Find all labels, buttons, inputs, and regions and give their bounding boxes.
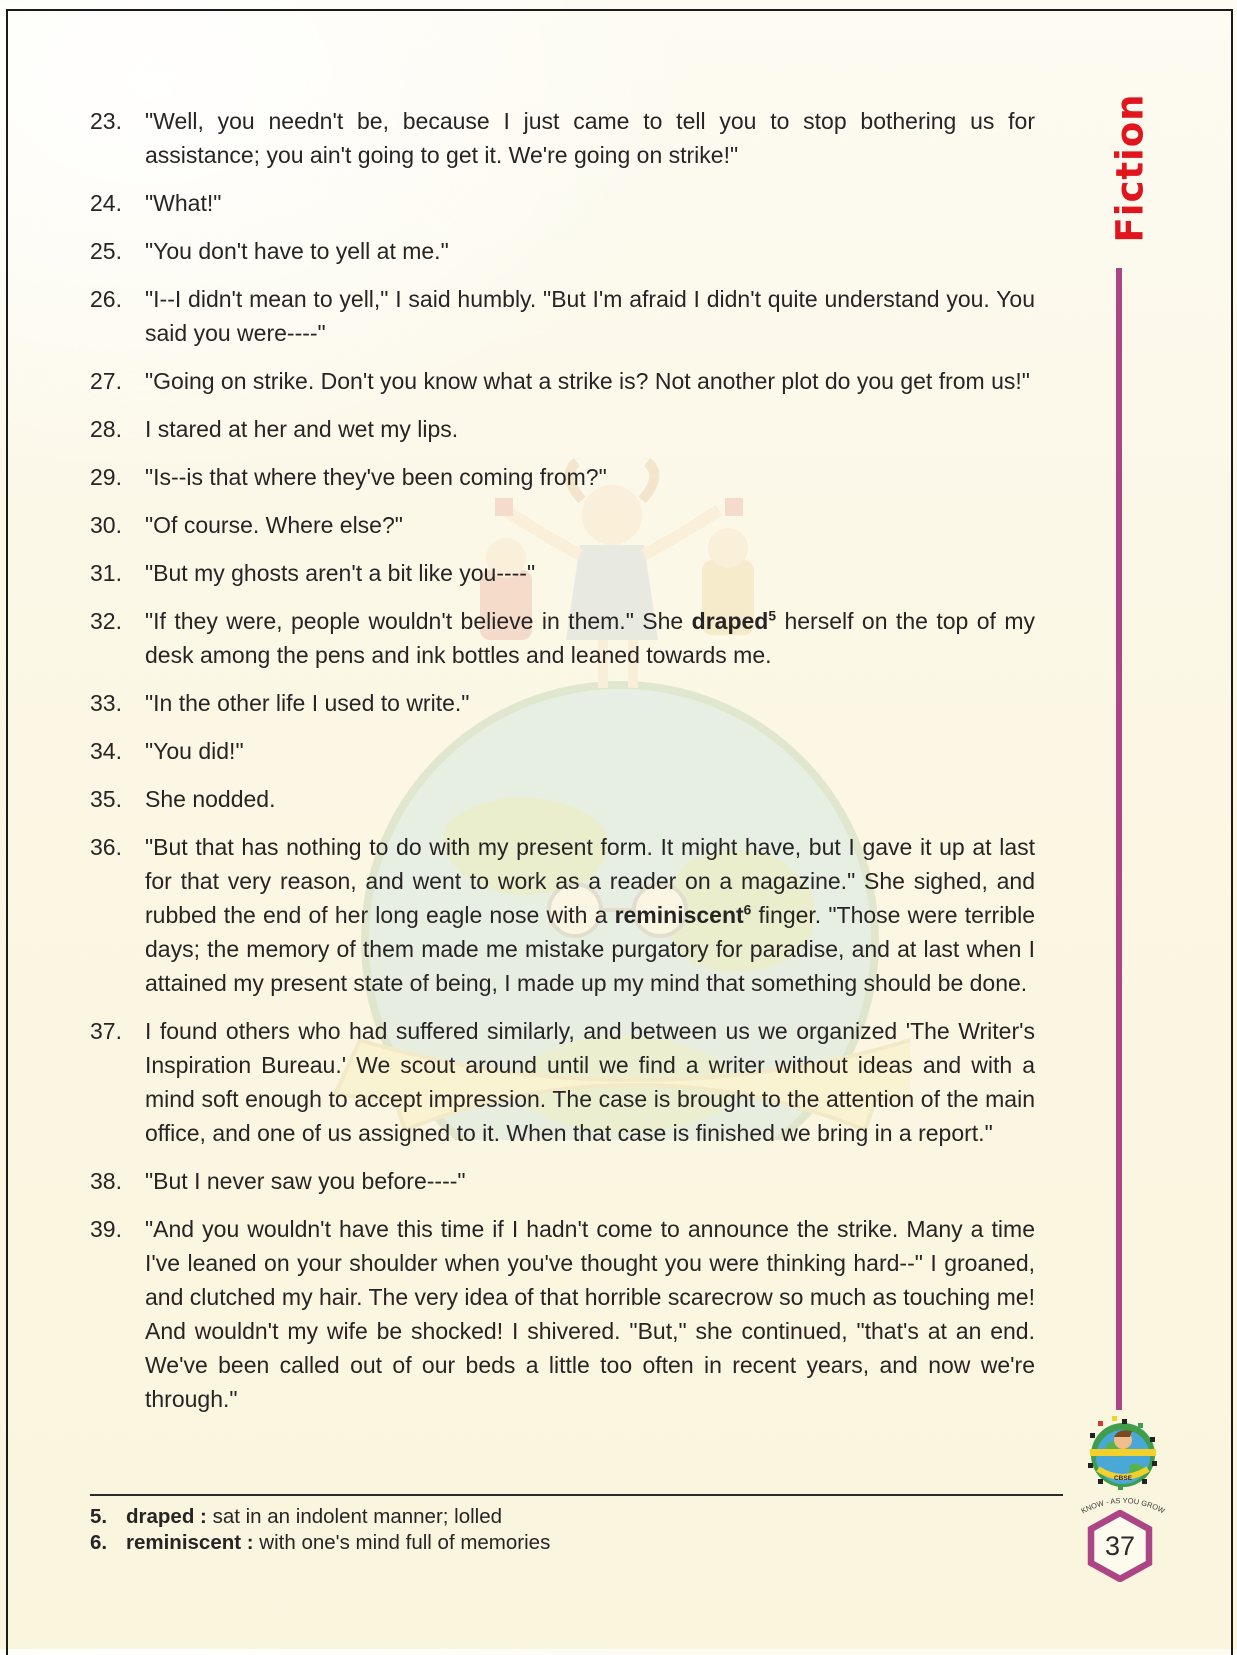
paragraph-item: [90, 104, 1035, 172]
paragraph-item: [90, 364, 1035, 398]
paragraph-number: 38.: [90, 1168, 122, 1194]
paragraph-item: [90, 186, 1035, 220]
paragraph-text: "I--I didn't mean to yell," I said humbly. "But I'm afraid I didn't quite understand you. You said you were----": [145, 286, 1035, 346]
paragraph-text: "You don't have to yell at me.": [145, 238, 449, 264]
paragraph-number: 30.: [90, 512, 122, 538]
paragraph-item: [90, 282, 1035, 350]
paragraph-number: 34.: [90, 738, 122, 764]
paragraph-number: 36.: [90, 834, 122, 860]
paragraph-number: 27.: [90, 368, 122, 394]
paragraph-text: "But I never saw you before----": [145, 1168, 466, 1194]
paragraph-item: [90, 686, 1035, 720]
paragraph-text: "Of course. Where else?": [145, 512, 403, 538]
paragraph-item: [90, 1212, 1035, 1416]
paragraph-number: 39.: [90, 1216, 122, 1242]
footnote-term: reminiscent :: [126, 1530, 260, 1554]
footnote-number: 6.: [90, 1530, 108, 1554]
logo-text: CBSE: [1113, 1475, 1133, 1482]
paragraph-item: [90, 412, 1035, 446]
paragraph-item: [90, 508, 1035, 542]
paragraph-number: 23.: [90, 108, 122, 134]
footnote-item: [90, 1504, 970, 1530]
vertical-divider-line: [1116, 268, 1122, 1410]
page-number: 37: [1104, 1530, 1136, 1561]
paragraph-number: 26.: [90, 286, 122, 312]
page-number-badge: [1087, 1510, 1153, 1582]
footnote-divider: [90, 1494, 1063, 1496]
footnote-item: [90, 1530, 970, 1556]
paragraph-number: 31.: [90, 560, 122, 586]
paragraph-text: "Well, you needn't be, because I just came to tell you to stop bothering us for assistance; you ain't going to get it. We're going on strike!": [145, 108, 1035, 168]
paragraph-number: 25.: [90, 238, 122, 264]
paragraph-item: [90, 604, 1035, 672]
paragraph-text: She nodded.: [145, 786, 276, 812]
paragraph-item: [90, 460, 1035, 494]
paragraph-text: I found others who had suffered similarly, and between us we organized 'The Writer's Inspiration Bureau.' We scout around until we find a writer without ideas and with a mind soft enough to accept impression. The case is brought to the attention of the main office, and one of us assigned to it. When that case is finished we bring in a report.": [145, 1018, 1035, 1146]
paragraph-number: 33.: [90, 690, 122, 716]
paragraph-item: [90, 830, 1035, 1000]
paragraph-number: 35.: [90, 786, 122, 812]
paragraph-text: I stared at her and wet my lips.: [145, 416, 459, 442]
paragraph-text: "Is--is that where they've been coming from?": [145, 464, 607, 490]
section-label: Fiction: [1108, 93, 1152, 243]
paragraph-item: [90, 1164, 1035, 1198]
paragraph-text: "You did!": [145, 738, 244, 764]
paragraph-text: "What!": [145, 190, 222, 216]
paragraph-item: [90, 782, 1035, 816]
paragraph-text: "But my ghosts aren't a bit like you----": [145, 560, 536, 586]
footnote-definition: with one's mind full of memories: [259, 1530, 551, 1554]
paragraph-item: [90, 734, 1035, 768]
paragraph-number: 24.: [90, 190, 122, 216]
footnote-term: draped :: [126, 1505, 213, 1528]
paragraph-item: [90, 1014, 1035, 1150]
paragraph-number: 37.: [90, 1018, 122, 1044]
paragraph-text: "And you wouldn't have this time if I hadn't come to announce the strike. Many a time I've leaned on your shoulder when you've thought you were thinking hard--" I groaned, and clutched my hair. The very idea of that horrible scarecrow so much as touching me! And wouldn't my wife be shocked! I shivered. "But," she continued, "that's at an end. We've been called out of our beds a little too often in recent years, and now we're through.": [145, 1216, 1035, 1412]
paragraph-item: [90, 556, 1035, 590]
paragraph-text: "Going on strike. Don't you know what a strike is? Not another plot do you get from us!": [145, 368, 1030, 394]
footnote-definition: sat in an indolent manner; lolled: [212, 1505, 503, 1528]
footnote-list: [90, 1504, 970, 1555]
paragraph-list: [90, 104, 1035, 1430]
paragraph-number: 28.: [90, 416, 122, 442]
paragraph-text: "If they were, people wouldn't believe in them." She draped$^5$ herself on the top of my desk among the pens and ink bottles and leaned towards me.: [145, 608, 1036, 668]
paragraph-text: "But that has nothing to do with my present form. It might have, but I gave it up at last for that very reason, and went to work as a reader on a magazine." She sighed, and rubbed the end of her long eagle nose with a reminiscent$^6$ finger. "Those were terrible days; the memory of them made me mistake purgatory for paradise, and at last when I attained my present state of being, I made up my mind that something should be done.: [145, 834, 1035, 996]
know-as-you-grow-logo: [1078, 1413, 1168, 1518]
logo-caption-text: KNOW - AS YOU GROW: [1079, 1495, 1167, 1516]
paragraph-number: 29.: [90, 464, 122, 490]
paragraph-number: 32.: [90, 608, 122, 634]
paragraph-item: [90, 234, 1035, 268]
paragraph-text: "In the other life I used to write.": [145, 690, 470, 716]
footnote-number: 5.: [90, 1505, 108, 1528]
